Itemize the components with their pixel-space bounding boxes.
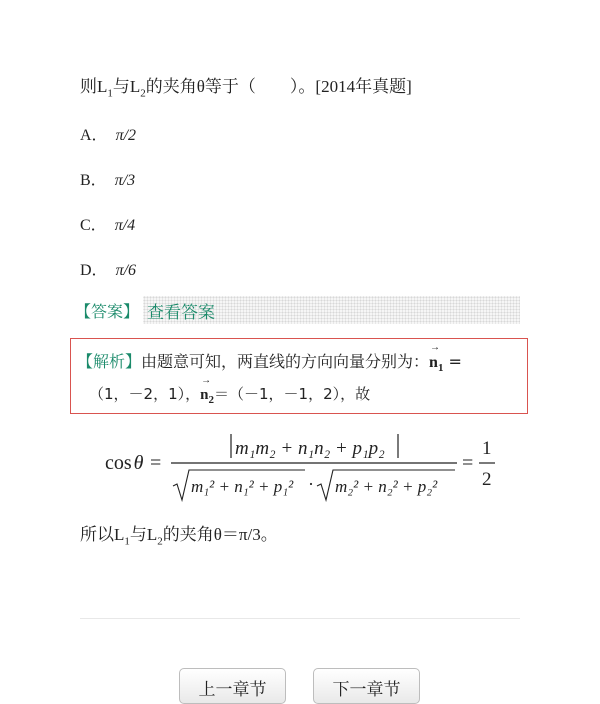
formula-den-right: m₂² + n₂² + p₂² (335, 477, 438, 496)
answer-tag: 【答案】 (75, 301, 140, 321)
option-c: C． π/4 (80, 217, 136, 234)
option-b: B． π/3 (80, 172, 136, 189)
view-answer-button[interactable]: 查看答案 (143, 296, 520, 324)
analysis-tag: 【解析】 (77, 352, 142, 371)
option-d: D． π/6 (80, 262, 137, 279)
prev-chapter-button[interactable]: 上一章节 (179, 668, 286, 704)
cosine-formula (105, 428, 505, 508)
svg-text:cosθ: cos θ (105, 452, 144, 474)
question-text: 则$L_1$与$L_2$的夹角θ等于（ ）。[2014年真题] (80, 77, 412, 100)
option-a: A． π/2 (80, 127, 137, 144)
analysis-box (70, 338, 528, 414)
answer-row (75, 296, 520, 324)
svg-text:·: · (308, 474, 314, 494)
divider (80, 618, 520, 619)
next-chapter-button[interactable]: 下一章节 (313, 668, 420, 704)
conclusion-text: 所以$L_1$与$L_2$的夹角θ＝π/3。 (80, 525, 278, 548)
formula-result-den: 2 (482, 469, 492, 490)
svg-text:=: = (150, 452, 162, 474)
formula-numerator: m₁m₂ + n₁n₂ + p₁p₂ (235, 438, 385, 459)
formula-den-left: m₁² + n₁² + p₁² (191, 477, 294, 496)
svg-text:=: = (462, 452, 474, 474)
vector-n2: → $n_2$ (200, 375, 214, 406)
formula-result-num: 1 (482, 438, 492, 459)
analysis-line-1: 【解析】由题意可知，两直线的方向向量分别为： → $n_1$ = (77, 342, 462, 375)
vector-n1: → $n_1$ (429, 342, 444, 375)
analysis-line-2: （1，－2，1）， → $n_2=(-1$，－1，2），故 (89, 375, 371, 406)
